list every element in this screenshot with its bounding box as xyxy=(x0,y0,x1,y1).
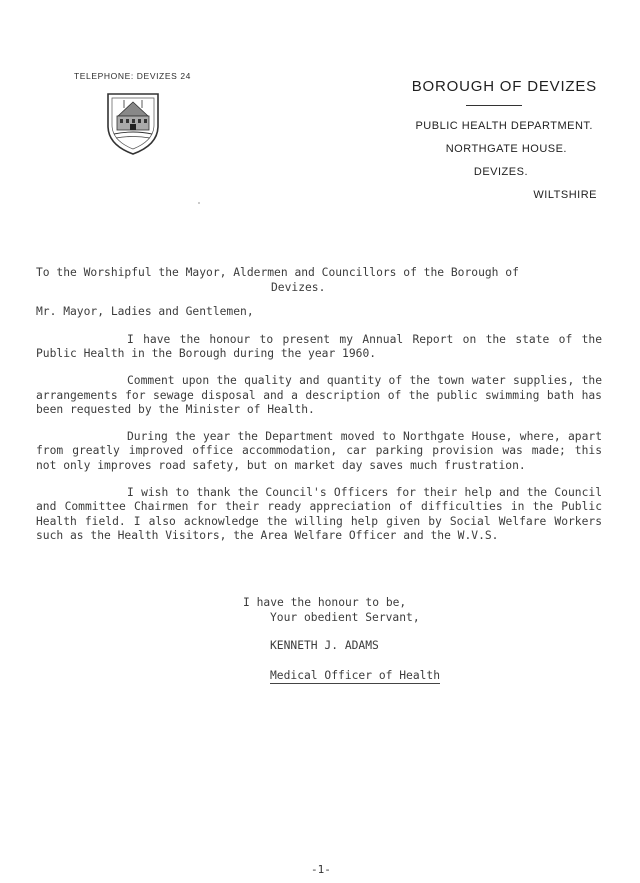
address-line-county: WILTSHIRE xyxy=(533,189,597,201)
closing-block xyxy=(243,596,420,625)
page-number: -1- xyxy=(311,863,331,876)
closing-servant: Your obedient Servant, xyxy=(270,610,420,624)
paragraph-report: I have the honour to present my Annual Report on the state of the Public Health in the Borough during the year 1960. xyxy=(36,332,602,361)
paragraph-move: During the year the Department moved to Northgate House, where, apart from greatly improved office accommodation, car parking provision was made; this not only improves road safety, but on market day saves much frustration. xyxy=(36,429,602,472)
letterhead-divider xyxy=(466,105,522,106)
telephone-line: TELEPHONE: DEVIZES 24 xyxy=(74,71,191,81)
address-line-department: PUBLIC HEALTH DEPARTMENT. xyxy=(415,120,593,132)
paragraph-thanks: I wish to thank the Council's Officers for their help and the Council and Committee Chairmen for their ready appreciation of difficulties in the Public Health field. I also acknowledge the willing help given by Social Welfare Workers such as the Health Visitors, the Area Welfare Officer and the W.V.S. xyxy=(36,485,602,543)
addressee-line: To the Worshipful the Mayor, Aldermen and Councillors of the Borough of xyxy=(36,266,519,279)
address-line-town: DEVIZES. xyxy=(473,166,528,178)
addressee-place: Devizes. xyxy=(271,280,326,294)
paragraph-water: Comment upon the quality and quantity of the town water supplies, the arrangements for sewage disposal and a description of the public swimming bath has been requested by the Minister of Health. xyxy=(36,373,602,417)
letter-body xyxy=(36,266,602,544)
letterhead-address xyxy=(412,78,597,207)
salutation: Mr. Mayor, Ladies and Gentlemen, xyxy=(36,305,254,319)
borough-name: BOROUGH OF DEVIZES xyxy=(411,78,597,95)
signatory-title: Medical Officer of Health xyxy=(270,669,441,682)
closing-line: I have the honour to be, xyxy=(243,596,407,609)
paper-speck xyxy=(198,202,200,204)
address-line-building: NORTHGATE HOUSE. xyxy=(445,143,567,155)
signature-name: KENNETH J. ADAMS xyxy=(270,639,379,652)
borough-crest-icon xyxy=(104,90,162,156)
